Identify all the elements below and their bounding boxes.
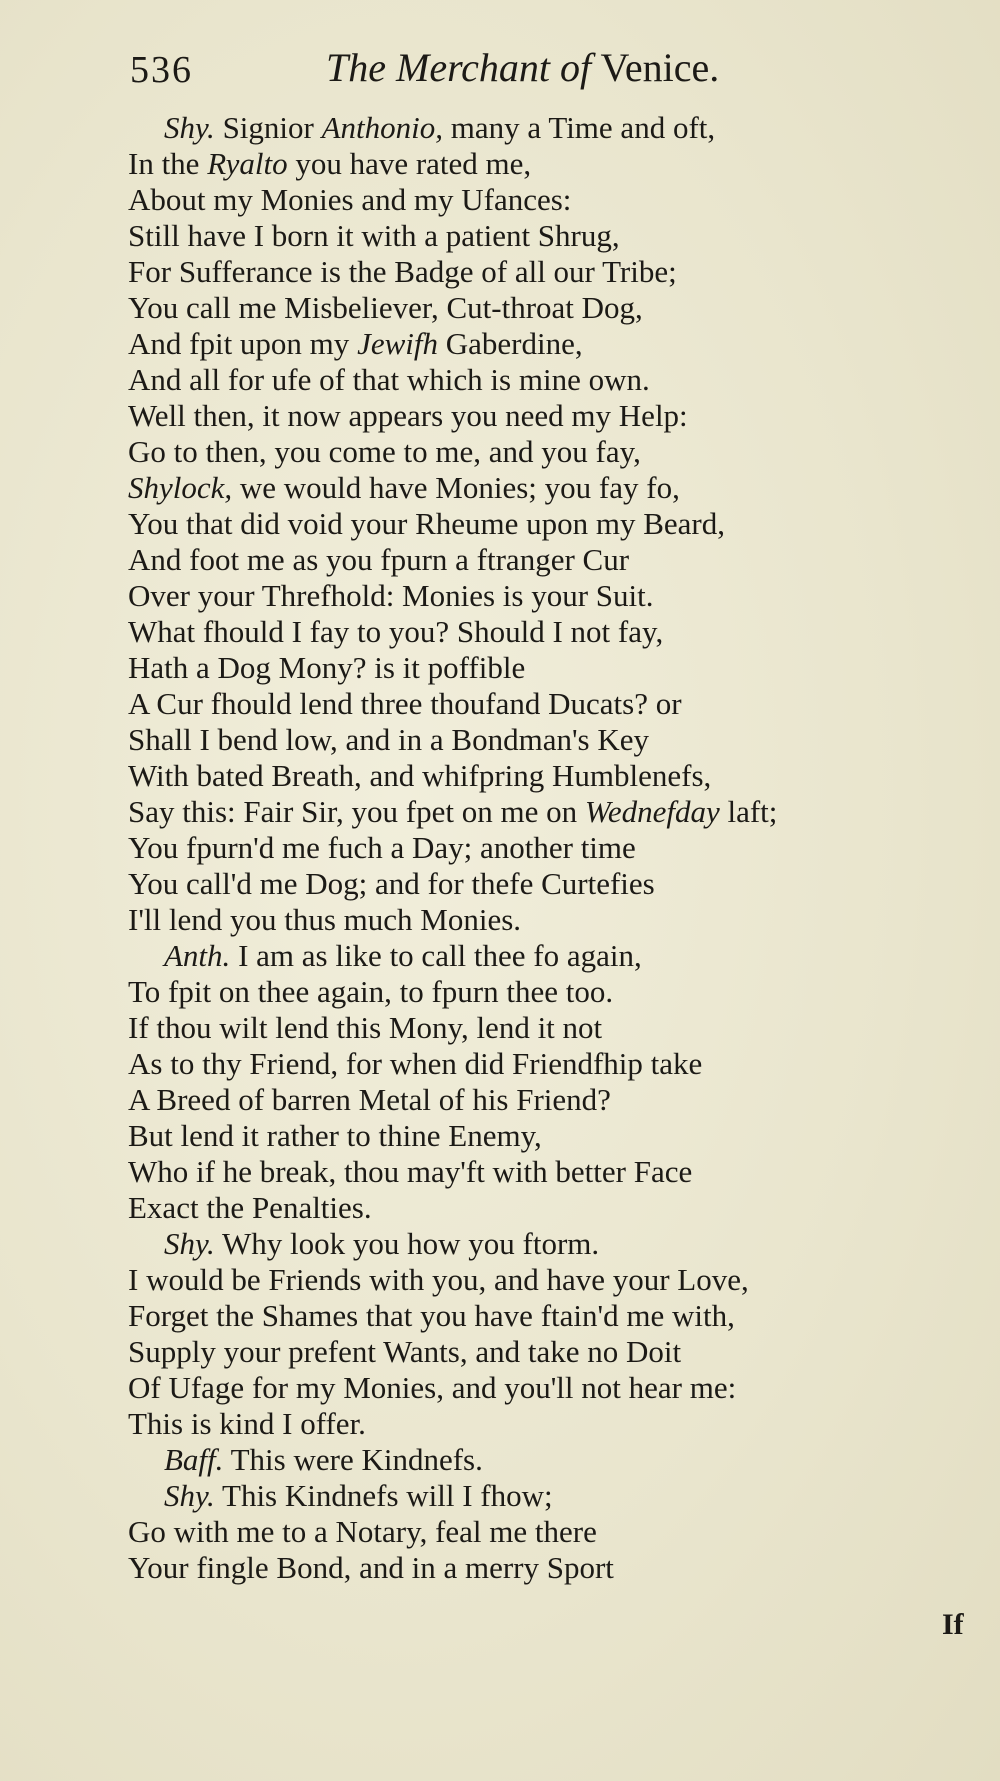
- text-line: [128, 434, 928, 470]
- line-text: Over your Threfhold: Monies is your Suit.: [128, 578, 654, 613]
- italic-word: Wednefday: [584, 794, 720, 829]
- line-text: Exact the Penalties.: [128, 1190, 372, 1225]
- text-line: [128, 218, 928, 254]
- line-text: I'll lend you thus much Monies.: [128, 902, 522, 937]
- line-text: Hath a Dog Mony? is it poffible: [128, 650, 526, 685]
- text-line: [128, 146, 928, 182]
- line-text: Go with me to a Notary, feal me there: [128, 1514, 597, 1549]
- line-text: Shall I bend low, and in a Bondman's Key: [128, 722, 650, 757]
- text-line: [128, 1370, 928, 1406]
- line-text: About my Monies and my Ufances:: [128, 182, 572, 217]
- title-word-the: The: [326, 45, 386, 90]
- line-text: Who if he break, thou may'ft with better Face: [128, 1154, 693, 1189]
- text-line: [128, 1514, 928, 1550]
- line-text: Say this: Fair Sir, you fpet on me on: [128, 794, 585, 829]
- line-text: You fpurn'd me fuch a Day; another time: [128, 830, 636, 865]
- text-line: [128, 830, 928, 866]
- text-line: [128, 326, 928, 362]
- text-line: [128, 578, 928, 614]
- running-title: [326, 44, 719, 91]
- line-text: If thou wilt lend this Mony, lend it not: [128, 1010, 603, 1045]
- text-line: [128, 110, 928, 146]
- text-line: [128, 866, 928, 902]
- page-number: 536: [130, 49, 193, 91]
- text-line: [128, 1478, 928, 1514]
- italic-word: Ryalto: [207, 146, 288, 181]
- text-line: [128, 794, 928, 830]
- text-line: [128, 1082, 928, 1118]
- line-text: Forget the Shames that you have ftain'd me with,: [128, 1298, 735, 1333]
- line-text: As to thy Friend, for when did Friendfhip take: [128, 1046, 703, 1081]
- text-line: [128, 1154, 928, 1190]
- text-line: [128, 1334, 928, 1370]
- italic-word: Baff.: [164, 1442, 224, 1477]
- line-text: This is kind I offer.: [128, 1406, 366, 1441]
- line-text: I would be Friends with you, and have your Love,: [128, 1262, 749, 1297]
- line-text: With bated Breath, and whifpring Humblenefs,: [128, 758, 712, 793]
- line-text: Your fingle Bond, and in a merry Sport: [128, 1550, 614, 1585]
- line-text: I am as like to call thee fo again,: [230, 938, 642, 973]
- text-line: [128, 1550, 928, 1586]
- line-text: And all for ufe of that which is mine own.: [128, 362, 650, 397]
- running-header: [130, 44, 770, 94]
- italic-word: Anthonio,: [321, 110, 444, 145]
- text-line: [128, 542, 928, 578]
- line-text: You call'd me Dog; and for thefe Curtefies: [128, 866, 655, 901]
- text-line: [128, 506, 928, 542]
- text-line: [128, 1190, 928, 1226]
- line-text: A Cur fhould lend three thoufand Ducats? or: [128, 686, 682, 721]
- text-line: [128, 722, 928, 758]
- text-line: [128, 290, 928, 326]
- text-line: [128, 362, 928, 398]
- line-text: many a Time and oft,: [443, 110, 716, 145]
- italic-word: Shy.: [164, 1478, 215, 1513]
- text-line: [128, 1226, 928, 1262]
- line-text: you have rated me,: [287, 146, 532, 181]
- line-text: A Breed of barren Metal of his Friend?: [128, 1082, 611, 1117]
- text-line: [128, 1118, 928, 1154]
- italic-word: Anth.: [164, 938, 231, 973]
- text-line: [128, 182, 928, 218]
- play-text: [128, 110, 928, 1586]
- line-text: Still have I born it with a patient Shrug,: [128, 218, 620, 253]
- line-text: Signior: [214, 110, 322, 145]
- line-text: Supply your prefent Wants, and take no Doit: [128, 1334, 682, 1369]
- italic-word: Shy.: [164, 110, 215, 145]
- text-line: [128, 902, 928, 938]
- text-line: [128, 938, 928, 974]
- title-word-venice: Venice.: [600, 45, 720, 90]
- title-word-of: of: [560, 45, 592, 90]
- line-text: Of Ufage for my Monies, and you'll not hear me:: [128, 1370, 737, 1405]
- line-text: What fhould I fay to you? Should I not fay,: [128, 614, 664, 649]
- text-line: [128, 1046, 928, 1082]
- line-text: This Kindnefs will I fhow;: [214, 1478, 553, 1513]
- text-line: [128, 254, 928, 290]
- text-line: [128, 974, 928, 1010]
- line-text: You call me Misbeliever, Cut-throat Dog,: [128, 290, 643, 325]
- text-line: [128, 614, 928, 650]
- text-line: [128, 650, 928, 686]
- text-line: [128, 1298, 928, 1334]
- line-text: In the: [128, 146, 208, 181]
- text-line: [128, 686, 928, 722]
- line-text: But lend it rather to thine Enemy,: [128, 1118, 542, 1153]
- text-line: [128, 398, 928, 434]
- text-line: [128, 1442, 928, 1478]
- line-text: To fpit on thee again, to fpurn thee too.: [128, 974, 614, 1009]
- line-text: Well then, it now appears you need my Help:: [128, 398, 688, 433]
- line-text: And foot me as you fpurn a ftranger Cur: [128, 542, 630, 577]
- italic-word: Jewifh: [357, 326, 438, 361]
- line-text: Why look you how you ftorm.: [214, 1226, 600, 1261]
- text-line: [128, 1010, 928, 1046]
- line-text: And fpit upon my: [128, 326, 358, 361]
- line-text: Go to then, you come to me, and you fay,: [128, 434, 641, 469]
- italic-word: Shylock,: [128, 470, 233, 505]
- title-word-merchant: Merchant: [396, 45, 551, 90]
- italic-word: Shy.: [164, 1226, 215, 1261]
- line-text: For Sufferance is the Badge of all our Tribe;: [128, 254, 677, 289]
- line-text: You that did void your Rheume upon my Beard,: [128, 506, 726, 541]
- text-line: [128, 1406, 928, 1442]
- text-line: [128, 758, 928, 794]
- catchword: If: [942, 1608, 964, 1641]
- text-line: [128, 470, 928, 506]
- line-text: laft;: [719, 794, 778, 829]
- line-text: we would have Monies; you fay fo,: [232, 470, 680, 505]
- line-text: Gaberdine,: [437, 326, 583, 361]
- text-line: [128, 1262, 928, 1298]
- line-text: This were Kindnefs.: [223, 1442, 483, 1477]
